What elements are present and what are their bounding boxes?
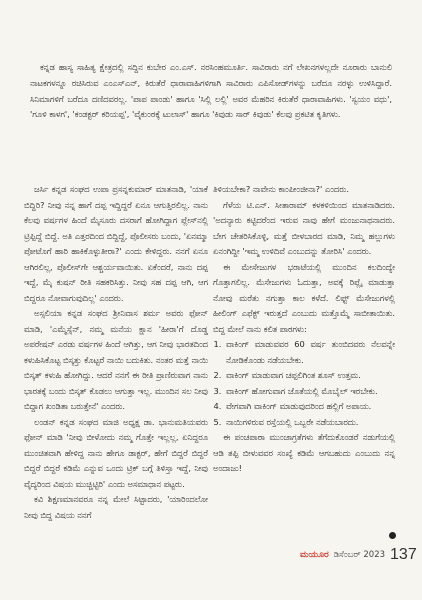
article-left-column bbox=[24, 182, 208, 523]
lesson-item: 4. ವೇಗವಾಗಿ ವಾಕಿಂಗ್ ಮಾಡುವುದರಿಂದ ಹಲ್ಲಿಗೆ ಅಪಾಯ. bbox=[224, 399, 395, 415]
page-number: 137 bbox=[390, 546, 417, 563]
article-paragraph: ಗೆಳೆಯ ಟಿ.ಎನ್. ಸೀತಾರಾಮ್ ಕಳಕಳಿಯಿಂದ ಮಾತನಾಡಿದರು. 'ಅದನ್ಯಾರು ಕಟ್ಟಿದರೆಂದ ಇರುವ ನಾವು ಹೇಗೆ ಮಂಜುನಾಥನಾದರು. ಬೇಗ ಚೇತರಿಸಿಕೊಳ್ಳಿ, ಮತ್ತೆ ಬೀಳಬಾರದ ಮಾಡಿ, ನಿಮ್ಮ ಹಲ್ಲುಗಳು ಏನಂಗಿದ್ದೀ 'ಇಮ್ಮ ಉಳಿದಿವೆ ಎಂಬುದನ್ನು ತೋರಿಸಿ' ಎಂದರು. bbox=[213, 199, 395, 256]
article-paragraph: ಅಸ್ಸಲಿಯಾ ಕನ್ನಡ ಸಂಘದ ಶ್ರೀನಿವಾಸ ಶರ್ಮ ಅವರು ಫೋನ್ ಮಾಡಿ, 'ಎಮ್ಮೆಸ್ಸೆನ್, ನಮ್ಮ ಮನೆಯ ಕ್ಷಾನ 'ಹೀರಾ'ಗೆ ದೊಡ್ಡ ಅಪರೇಷನ್ ಎರಡು ವರ್ಷಗಳ ಹಿಂದೆ ಆಗಿತ್ತು, ಆಗ ನೀವು ಭಾರತದಿಂದ ಕಳುಹಿಸಿಕೊಟ್ಟ ಬಿಸ್ಕತ್ತು ಕೊಟ್ಟರೆ ನಾಯಿ ಬದುಕಿತು. ನಂತರ ಮತ್ತೆ ನಾಯಿ ಬಿಸ್ಕತ್ ಕಳುಹಿ ಹೋಗಿದ್ದು. ಆದರೆ ನನಗೆ ಈ ರೀತಿ ಪ್ರಾಣಿರುವಾಗ ನಾನು ಭಾರತಕ್ಕೆ ಬಂದು ಬಿಸ್ಕತ್ ಕೊಡಲು ಆಗುತ್ತಾ ಇಲ್ಲ. ಮುಂದಿನ ಸಲ ನೀವು ಬಿದ್ದಾಗ ಖಂಡಿತಾ ಬರುತ್ತೇನೆ' ಎಂದರು. bbox=[24, 308, 208, 411]
issue-date: ಡಿಸೆಂಬರ್ 2023 bbox=[333, 550, 386, 560]
lesson-item: 3. ವಾಕಿಂಗ್ ಹೋಗುವಾಗ ಜೊತೆಯಲ್ಲಿ ಮೊಬೈಲ್ ಇರಬೇಕು. bbox=[224, 384, 395, 400]
lesson-item: 5. ನಾಯಿಗಳಿರುವ ರಸ್ತೆಯಲ್ಲಿ ಒಬ್ಬರೇ ನಡೆಯಬಾರದು. bbox=[224, 415, 395, 431]
page-footer bbox=[300, 545, 417, 565]
intro-blurb: ಕನ್ನಡ ಹಾಸ್ಯ ಸಾಹಿತ್ಯ ಕ್ಷೇತ್ರದಲ್ಲಿ ಸದ್ದಿನ ಕುಬೇರ ಎಂ.ಎಸ್. ನರಸಿಂಹಮೂರ್ತಿ. ಸಾವಿರಾರು ನಗೆ ಲೇಖನಗಳಲ್ಲದೇ ನೂರಾರು ಬಾನುಲಿ ನಾಟಕಗಳನ್ನೂ ರಚಿಸಿರುವ ಎಂಎಸ್ಎನ್, ಕಿರುತೆರೆ ಧಾರಾವಾಹಿಗಳಿಗಾಗಿ ಸಾವಿರಾರು ಎಪಿಸೋಡ್‌ಗಳನ್ನು ಬರೆದೂ ನರಳ್ಳು ಉಳಿಸಿದ್ದಾರೆ. ಸಿನಿಮಾಗಳಿಗೆ ಬರೆದೂ ದಣಿದವರಲ್ಲ. 'ಪಾಪ ಪಾಂಡು' ಹಾಗೂ 'ಸಿಲ್ಲಿ ಲಲ್ಲಿ' ಅವರ ಮೆಹರಿನ ಕಿರುತೆರೆ ಧಾರಾವಾಹಿಗಳು. 'ಸ್ವಯಂ ವಧು', 'ಗೂಳಿ ಕಾಳಗ', 'ಕಂಡಕ್ಟರ್ ಕರಿಯಪ್ಪ', 'ವೈಕುಂಠಕ್ಕೆ ಟುಲಾಸ್' ಹಾಗೂ 'ಕಿವುಡು ಸಾರ್ ಕಿವುಡು' ಕೆಲವು ಪ್ರಕಟಿತ ಕೃತಿಗಳು. bbox=[30, 62, 392, 120]
article-paragraph: ತಿಳಿಯಬೇಕಾ? ನಾವೇನು ಕಾಂಪೀಂಜೀನಾ?' ಎಂದರು. bbox=[213, 184, 349, 194]
article-paragraph: ಈ ಮೇಸೇಜುಗಳ ಭರಾಟೆಯಲ್ಲಿ ಮುಂದಿನ ಕಲದಿಂದ್ಯೇ ಗೊತ್ತಾಗಲಿಲ್ಲ. ಮೆಸೇಜುಗಳು ಓದುತ್ತಾ, ಅವಕ್ಕೆ ರಿಪ್ಲೈ ಮಾಡುತ್ತಾ ನೋವು ಮರೆತು ನಗುತ್ತಾ ಕಾಲ ಕಳೆದೆ. ಲಿಫ್ಟ್ ಮೆಸೇಜುಗಳಲ್ಲಿ ಹೀಲಿಂಗ್ ಎಫೆಕ್ಟ್ ಇರುತ್ತದೆ ಎಂಬುದು ಮತ್ತೊಮ್ಮೆ ಸಾಬೀತಾಯಿತು. ಬಿದ್ದ ಮೇಲೆ ನಾನು ಕಲಿತ ಪಾಠಗಳು: bbox=[213, 261, 395, 334]
article-paragraph: ಲಂಡನ್ ಕನ್ನಡ ಸಂಘದ ಮಾಜಿ ಅಧ್ಯಕ್ಷ ಡಾ. ಭಾನುಮತಿಯವರು ಫೋನ್ ಮಾಡಿ 'ನೀವು ಬೀಳೋದು ನಮ್ಮ ಗೊತ್ತೇ ಇಲ್ಲಲ್ಲ, ಏನಿದ್ದರೂ ಮುಂಚಿತವಾಗಿ ಹೇಳಿದ್ದ ನಾನು ಹೇಗೂ ಡಾಕ್ಟರ್, ಹೇಗೆ ಬಿದ್ದರೆ ಬಿದ್ದರೆ ಬಿದ್ದರೆ ಬಿದ್ದರೆ ಕಡಿಮೆ ಎನ್ನುವ ಒಂದು ಟ್ರಿಕ್ ಬಗ್ಗೆ ತಿಳಿಸ್ತಾ ಇದ್ದೆ, ನೀವು ವೈದ್ಯರಿಂದ ವಿಷಯ ಮುಚ್ಚಿಟ್ಟಿರಿ' ಎಂದು ಅಸಮಾಧಾನ ಪಟ್ಟರು. bbox=[24, 416, 208, 489]
closing-paragraph: ಈ ಪಂಚಪಾಠಾ ಮುಂಜಾಗ್ರತೆಗಳು ತೆಗೆದುಕೊಂಡರೆ ನಡುಗೆಯಲ್ಲಿ ಆಡಿ ತಪ್ಪಿ ಬೀಳುವವರ ಸಂಖ್ಯೆ ಕಡಿಮೆ ಆಗಬಹುದು ಎಂಬುದು ನನ್ನ ಅಂದಾಜು! bbox=[213, 432, 395, 473]
article-right-column bbox=[213, 182, 395, 477]
lesson-item: 2. ವಾಕಿಂಗ್ ಮಾಡುವಾಗ ಚಪ್ಪಲಿಗಿಂತ ಶೂಸ್ ಉತ್ತಮ. bbox=[224, 368, 395, 384]
magazine-brand: ಮಯೂರ bbox=[300, 550, 329, 560]
article-paragraph: ಜರ್ಸಿ ಕನ್ನಡ ಸಂಘದ ಉಪಾ ಪ್ರಸನ್ನಕುಮಾರ್ ಮಾತನಾಡಿ, 'ಯಾಕೆ ಬಿದ್ದಿರಿ? ನೀವು ನನ್ನ ಹಾಗೆ ದಪ್ಪ ಇದ್ದಿದ್ದರೆ ಏನೂ ಆಗುತ್ತಿರಲಿಲ್ಲ. ನಾನು ಕೆಲವು ವರ್ಷಗಳ ಹಿಂದೆ ಮೈಸೂರು ದಸರಾಗೆ ಹೋಗಿದ್ದಾಗ ಪ್ಲೇಸ್‌ನಲ್ಲಿ ಟ್ರಿಪ್ಪಿದ್ದೆ ಬಿದ್ದೆ. ಅತಿ ಎತ್ತರದಿಂದ ಬಿದ್ದಿದ್ದೆ, ಪೊಲೀಸರು ಬಂದು, 'ಏನಮ್ಮಾ ಪೋಟೊಗೆ ಹಾರಿ ಹಾಕಿಕೊಳ್ಳುತೀರಾ?' ಎಂದು ಕೇಳಿದ್ದರು. ನನಗೆ ಏನೂ ಆಗಿರಲಿಲ್ಲ, ಪೊಲೀಸ್‌ಗೇ ಆಶ್ಚರ್ಯವಾಯಿತು. ಏಕೆಂದರೆ, ನಾನು ದಪ್ಪ ಇದ್ದೆ, ಮೈ ಕುಷನ್ ರೀತಿ ಸಹಕರಿಸಿತ್ತು. ನೀವು ಸಹ ದಪ್ಪ ಆಗಿ, ಆಗ ಬಿದ್ದರೂ ನೋವಾಗುವುದಿಲ್ಲ' ಎಂದರು. bbox=[24, 184, 208, 303]
lessons-list bbox=[213, 337, 395, 430]
article-paragraph: ಕವಿ ಶಿಕ್ಷಣಮಾನವರೂ ನನ್ನ ಮೇಲೆ ಸಿಟ್ಟಾದರು, 'ಯಾರಿಂದಲೋ ನೀವು ಬಿದ್ದ ವಿಷಯ ನನಗೆ bbox=[24, 494, 208, 520]
end-of-article-dot bbox=[389, 532, 396, 539]
lesson-item: 1. ವಾಕಿಂಗ್ ಮಾಡುವವರ 60 ವರ್ಷ ತುಂಬಿದವರು ನೆಲವನ್ನೇ ನೋಡಿಕೊಂಡು ನಡೆಯಬೇಕು. bbox=[224, 337, 395, 368]
